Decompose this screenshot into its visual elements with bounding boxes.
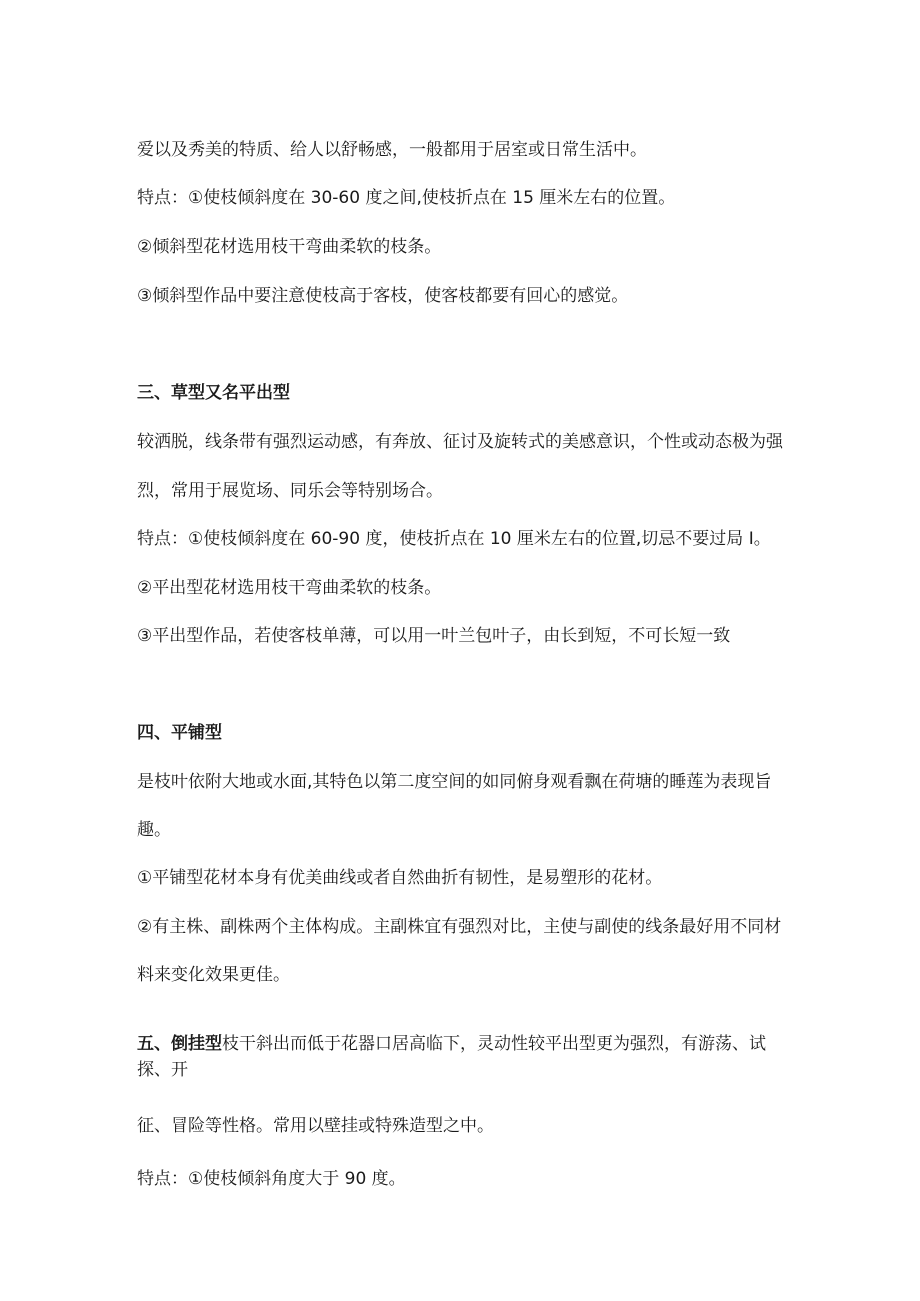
section2-point-3: ③倾斜型作品中要注意使枝高于客枝，使客枝都要有回心的感觉。 (137, 286, 629, 306)
intro-continuation: 爱以及秀美的特质、给人以舒畅感，一般都用于居室或日常生活中。 (137, 140, 647, 160)
section3-heading: 三、草型又名平出型 (137, 383, 290, 403)
section3-point-2: ②平出型花材选用枝干弯曲柔软的枝条。 (137, 578, 442, 598)
section5-point-1: 特点：①使枝倾斜角度大于 90 度。 (137, 1169, 406, 1189)
section3-desc-line-1: 较洒脱，线条带有强烈运动感，有奔放、征讨及旋转式的美感意识，个性或动态极为强 (137, 432, 783, 452)
section4-desc-line-2: 趣。 (137, 820, 171, 840)
section5-desc-line-1: 枝干斜出而低于花器口居高临下，灵动性较平出型更为强烈，有游荡、试 (222, 1034, 766, 1054)
section4-heading: 四、平铺型 (137, 723, 222, 743)
section4-desc-line-1: 是枝叶依附大地或水面,其特色以第二度空间的如同俯身观看飘在荷塘的睡莲为表现旨 (137, 772, 772, 792)
section3-desc-line-2: 烈，常用于展览场、同乐会等特别场合。 (137, 481, 443, 501)
section5-desc-line-2: 探、开 (137, 1060, 188, 1080)
section3-point-1: 特点：①使枝倾斜度在 60-90 度，使枝折点在 10 厘米左右的位置,切忌不要过局 I。 (137, 529, 771, 549)
section5-heading: 五、倒挂型 (137, 1034, 222, 1054)
section2-point-1: 特点：①使枝倾斜度在 30-60 度之间,使枝折点在 15 厘米左右的位置。 (137, 188, 676, 208)
section2-point-2: ②倾斜型花材选用枝干弯曲柔软的枝条。 (137, 237, 442, 257)
section4-point-1: ①平铺型花材本身有优美曲线或者自然曲折有韧性，是易塑形的花材。 (137, 868, 663, 888)
section3-point-3: ③平出型作品，若使客枝单薄，可以用一叶兰包叶子，由长到短，不可长短一致 (137, 626, 731, 646)
section5-desc-line-3: 征、冒险等性格。常用以壁挂或特殊造型之中。 (137, 1116, 494, 1136)
section5-intro-line-1 (137, 1032, 797, 1056)
section4-point-2-line-2: 料来变化效果更佳。 (137, 965, 290, 985)
section4-point-2-line-1: ②有主株、副株两个主体构成。主副株宜有强烈对比，主使与副使的线条最好用不同材 (137, 917, 782, 937)
